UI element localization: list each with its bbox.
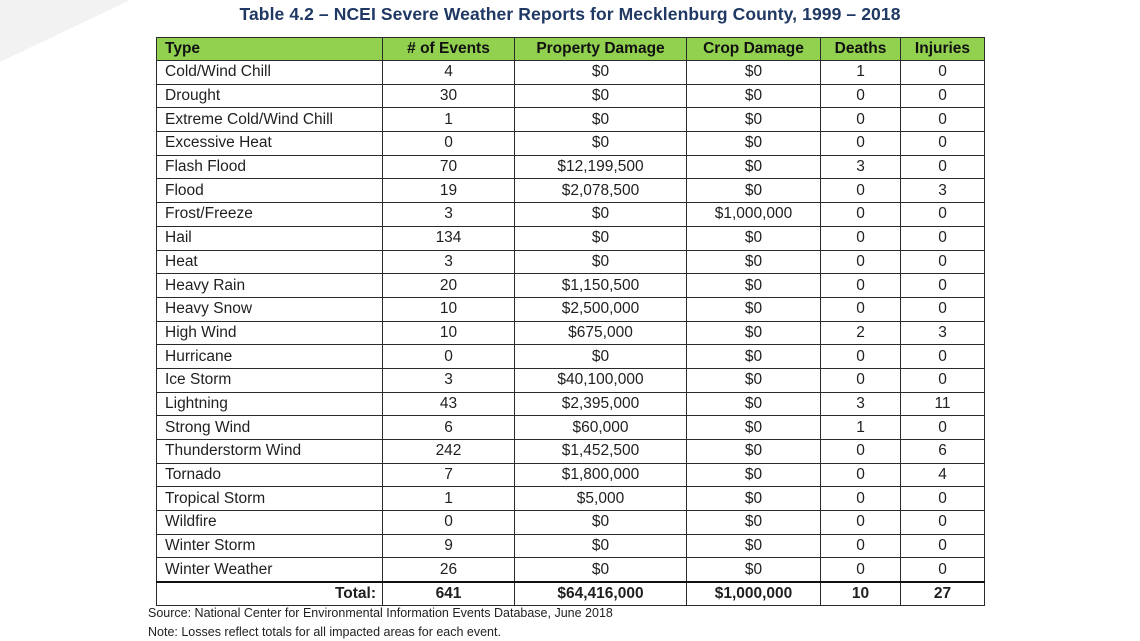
cell-crop-damage: $0 — [687, 84, 821, 108]
cell-type: Cold/Wind Chill — [157, 61, 383, 85]
cell-injuries: 0 — [901, 84, 985, 108]
cell-type: Excessive Heat — [157, 132, 383, 156]
table-row — [157, 132, 985, 156]
cell-crop-damage: $0 — [687, 463, 821, 487]
cell-injuries: 0 — [901, 61, 985, 85]
cell-property-damage: $5,000 — [515, 487, 687, 511]
table-row — [157, 534, 985, 558]
cell-events: 0 — [383, 345, 515, 369]
table-row — [157, 440, 985, 464]
cell-deaths: 0 — [821, 132, 901, 156]
total-crop-damage: $1,000,000 — [687, 582, 821, 606]
cell-events: 70 — [383, 155, 515, 179]
cell-injuries: 0 — [901, 297, 985, 321]
table-row — [157, 345, 985, 369]
table-row — [157, 84, 985, 108]
cell-property-damage: $40,100,000 — [515, 368, 687, 392]
cell-injuries: 3 — [901, 179, 985, 203]
cell-type: Lightning — [157, 392, 383, 416]
losses-note: Note: Losses reflect totals for all impacted areas for each event. — [148, 625, 501, 639]
total-property-damage: $64,416,000 — [515, 582, 687, 606]
cell-property-damage: $1,800,000 — [515, 463, 687, 487]
cell-injuries: 0 — [901, 558, 985, 582]
cell-events: 3 — [383, 250, 515, 274]
cell-crop-damage: $1,000,000 — [687, 203, 821, 227]
cell-crop-damage: $0 — [687, 416, 821, 440]
cell-property-damage: $12,199,500 — [515, 155, 687, 179]
cell-deaths: 3 — [821, 155, 901, 179]
table-row — [157, 274, 985, 298]
cell-deaths: 0 — [821, 250, 901, 274]
cell-deaths: 0 — [821, 345, 901, 369]
cell-type: Hurricane — [157, 345, 383, 369]
cell-type: Drought — [157, 84, 383, 108]
cell-type: Winter Weather — [157, 558, 383, 582]
cell-deaths: 0 — [821, 558, 901, 582]
cell-injuries: 0 — [901, 108, 985, 132]
cell-crop-damage: $0 — [687, 155, 821, 179]
cell-type: Frost/Freeze — [157, 203, 383, 227]
table-row — [157, 321, 985, 345]
cell-deaths: 1 — [821, 416, 901, 440]
cell-property-damage: $0 — [515, 61, 687, 85]
severe-weather-table — [156, 37, 985, 606]
cell-crop-damage: $0 — [687, 274, 821, 298]
cell-type: Tornado — [157, 463, 383, 487]
cell-injuries: 0 — [901, 226, 985, 250]
cell-type: Flash Flood — [157, 155, 383, 179]
cell-crop-damage: $0 — [687, 321, 821, 345]
total-row — [157, 582, 985, 606]
cell-injuries: 0 — [901, 155, 985, 179]
cell-deaths: 0 — [821, 179, 901, 203]
cell-crop-damage: $0 — [687, 297, 821, 321]
table-row — [157, 558, 985, 582]
table-row — [157, 487, 985, 511]
cell-property-damage: $0 — [515, 84, 687, 108]
cell-type: Wildfire — [157, 511, 383, 535]
cell-injuries: 0 — [901, 274, 985, 298]
cell-property-damage: $0 — [515, 108, 687, 132]
cell-injuries: 4 — [901, 463, 985, 487]
cell-events: 3 — [383, 203, 515, 227]
table-row — [157, 416, 985, 440]
table-header-row — [157, 38, 985, 61]
cell-deaths: 2 — [821, 321, 901, 345]
cell-events: 10 — [383, 297, 515, 321]
cell-events: 10 — [383, 321, 515, 345]
column-header-injuries: Injuries — [901, 38, 985, 61]
cell-type: Strong Wind — [157, 416, 383, 440]
table-row — [157, 108, 985, 132]
cell-events: 7 — [383, 463, 515, 487]
cell-events: 1 — [383, 108, 515, 132]
cell-events: 3 — [383, 368, 515, 392]
column-header-property-damage: Property Damage — [515, 38, 687, 61]
table-row — [157, 61, 985, 85]
cell-deaths: 0 — [821, 368, 901, 392]
cell-property-damage: $0 — [515, 226, 687, 250]
cell-deaths: 0 — [821, 84, 901, 108]
cell-crop-damage: $0 — [687, 226, 821, 250]
cell-crop-damage: $0 — [687, 345, 821, 369]
cell-injuries: 0 — [901, 534, 985, 558]
cell-property-damage: $60,000 — [515, 416, 687, 440]
cell-property-damage: $0 — [515, 558, 687, 582]
cell-injuries: 0 — [901, 487, 985, 511]
cell-injuries: 0 — [901, 203, 985, 227]
table-row — [157, 511, 985, 535]
cell-deaths: 3 — [821, 392, 901, 416]
cell-crop-damage: $0 — [687, 392, 821, 416]
cell-property-damage: $0 — [515, 203, 687, 227]
cell-injuries: 0 — [901, 368, 985, 392]
cell-injuries: 0 — [901, 250, 985, 274]
cell-injuries: 6 — [901, 440, 985, 464]
cell-crop-damage: $0 — [687, 108, 821, 132]
cell-deaths: 0 — [821, 511, 901, 535]
cell-injuries: 0 — [901, 416, 985, 440]
cell-type: Thunderstorm Wind — [157, 440, 383, 464]
total-label: Total: — [157, 582, 383, 606]
column-header-crop-damage: Crop Damage — [687, 38, 821, 61]
table-row — [157, 226, 985, 250]
table-title: Table 4.2 – NCEI Severe Weather Reports for Mecklenburg County, 1999 – 2018 — [239, 4, 901, 24]
cell-type: High Wind — [157, 321, 383, 345]
cell-property-damage: $2,078,500 — [515, 179, 687, 203]
total-events: 641 — [383, 582, 515, 606]
cell-deaths: 0 — [821, 440, 901, 464]
cell-property-damage: $1,452,500 — [515, 440, 687, 464]
cell-type: Winter Storm — [157, 534, 383, 558]
cell-property-damage: $2,395,000 — [515, 392, 687, 416]
cell-property-damage: $0 — [515, 511, 687, 535]
cell-deaths: 0 — [821, 297, 901, 321]
cell-property-damage: $0 — [515, 345, 687, 369]
cell-crop-damage: $0 — [687, 61, 821, 85]
cell-injuries: 11 — [901, 392, 985, 416]
cell-events: 9 — [383, 534, 515, 558]
cell-type: Heavy Rain — [157, 274, 383, 298]
cell-deaths: 0 — [821, 108, 901, 132]
column-header-events: # of Events — [383, 38, 515, 61]
cell-crop-damage: $0 — [687, 179, 821, 203]
cell-deaths: 0 — [821, 487, 901, 511]
cell-events: 4 — [383, 61, 515, 85]
table-row — [157, 179, 985, 203]
cell-type: Heat — [157, 250, 383, 274]
cell-injuries: 0 — [901, 511, 985, 535]
cell-injuries: 0 — [901, 132, 985, 156]
cell-deaths: 0 — [821, 274, 901, 298]
cell-crop-damage: $0 — [687, 487, 821, 511]
cell-deaths: 0 — [821, 534, 901, 558]
cell-property-damage: $1,150,500 — [515, 274, 687, 298]
table-row — [157, 463, 985, 487]
table-row — [157, 368, 985, 392]
cell-deaths: 0 — [821, 203, 901, 227]
cell-crop-damage: $0 — [687, 440, 821, 464]
table-row — [157, 155, 985, 179]
cell-events: 26 — [383, 558, 515, 582]
table-row — [157, 250, 985, 274]
cell-injuries: 3 — [901, 321, 985, 345]
cell-deaths: 0 — [821, 463, 901, 487]
cell-type: Tropical Storm — [157, 487, 383, 511]
cell-crop-damage: $0 — [687, 511, 821, 535]
cell-crop-damage: $0 — [687, 250, 821, 274]
cell-property-damage: $0 — [515, 250, 687, 274]
cell-events: 43 — [383, 392, 515, 416]
table-row — [157, 203, 985, 227]
cell-injuries: 0 — [901, 345, 985, 369]
cell-events: 0 — [383, 132, 515, 156]
cell-events: 1 — [383, 487, 515, 511]
cell-events: 6 — [383, 416, 515, 440]
table-row — [157, 392, 985, 416]
cell-events: 19 — [383, 179, 515, 203]
table-body — [157, 61, 985, 583]
cell-crop-damage: $0 — [687, 558, 821, 582]
cell-deaths: 1 — [821, 61, 901, 85]
cell-type: Flood — [157, 179, 383, 203]
cell-type: Hail — [157, 226, 383, 250]
cell-events: 30 — [383, 84, 515, 108]
cell-deaths: 0 — [821, 226, 901, 250]
cell-events: 134 — [383, 226, 515, 250]
cell-type: Heavy Snow — [157, 297, 383, 321]
cell-crop-damage: $0 — [687, 132, 821, 156]
cell-property-damage: $2,500,000 — [515, 297, 687, 321]
cell-property-damage: $0 — [515, 132, 687, 156]
cell-property-damage: $675,000 — [515, 321, 687, 345]
cell-property-damage: $0 — [515, 534, 687, 558]
total-deaths: 10 — [821, 582, 901, 606]
cell-events: 242 — [383, 440, 515, 464]
cell-crop-damage: $0 — [687, 368, 821, 392]
column-header-deaths: Deaths — [821, 38, 901, 61]
total-injuries: 27 — [901, 582, 985, 606]
column-header-type: Type — [157, 38, 383, 61]
table-row — [157, 297, 985, 321]
cell-type: Extreme Cold/Wind Chill — [157, 108, 383, 132]
cell-events: 0 — [383, 511, 515, 535]
source-note: Source: National Center for Environmental Information Events Database, June 2018 — [148, 606, 613, 620]
cell-crop-damage: $0 — [687, 534, 821, 558]
cell-type: Ice Storm — [157, 368, 383, 392]
cell-events: 20 — [383, 274, 515, 298]
